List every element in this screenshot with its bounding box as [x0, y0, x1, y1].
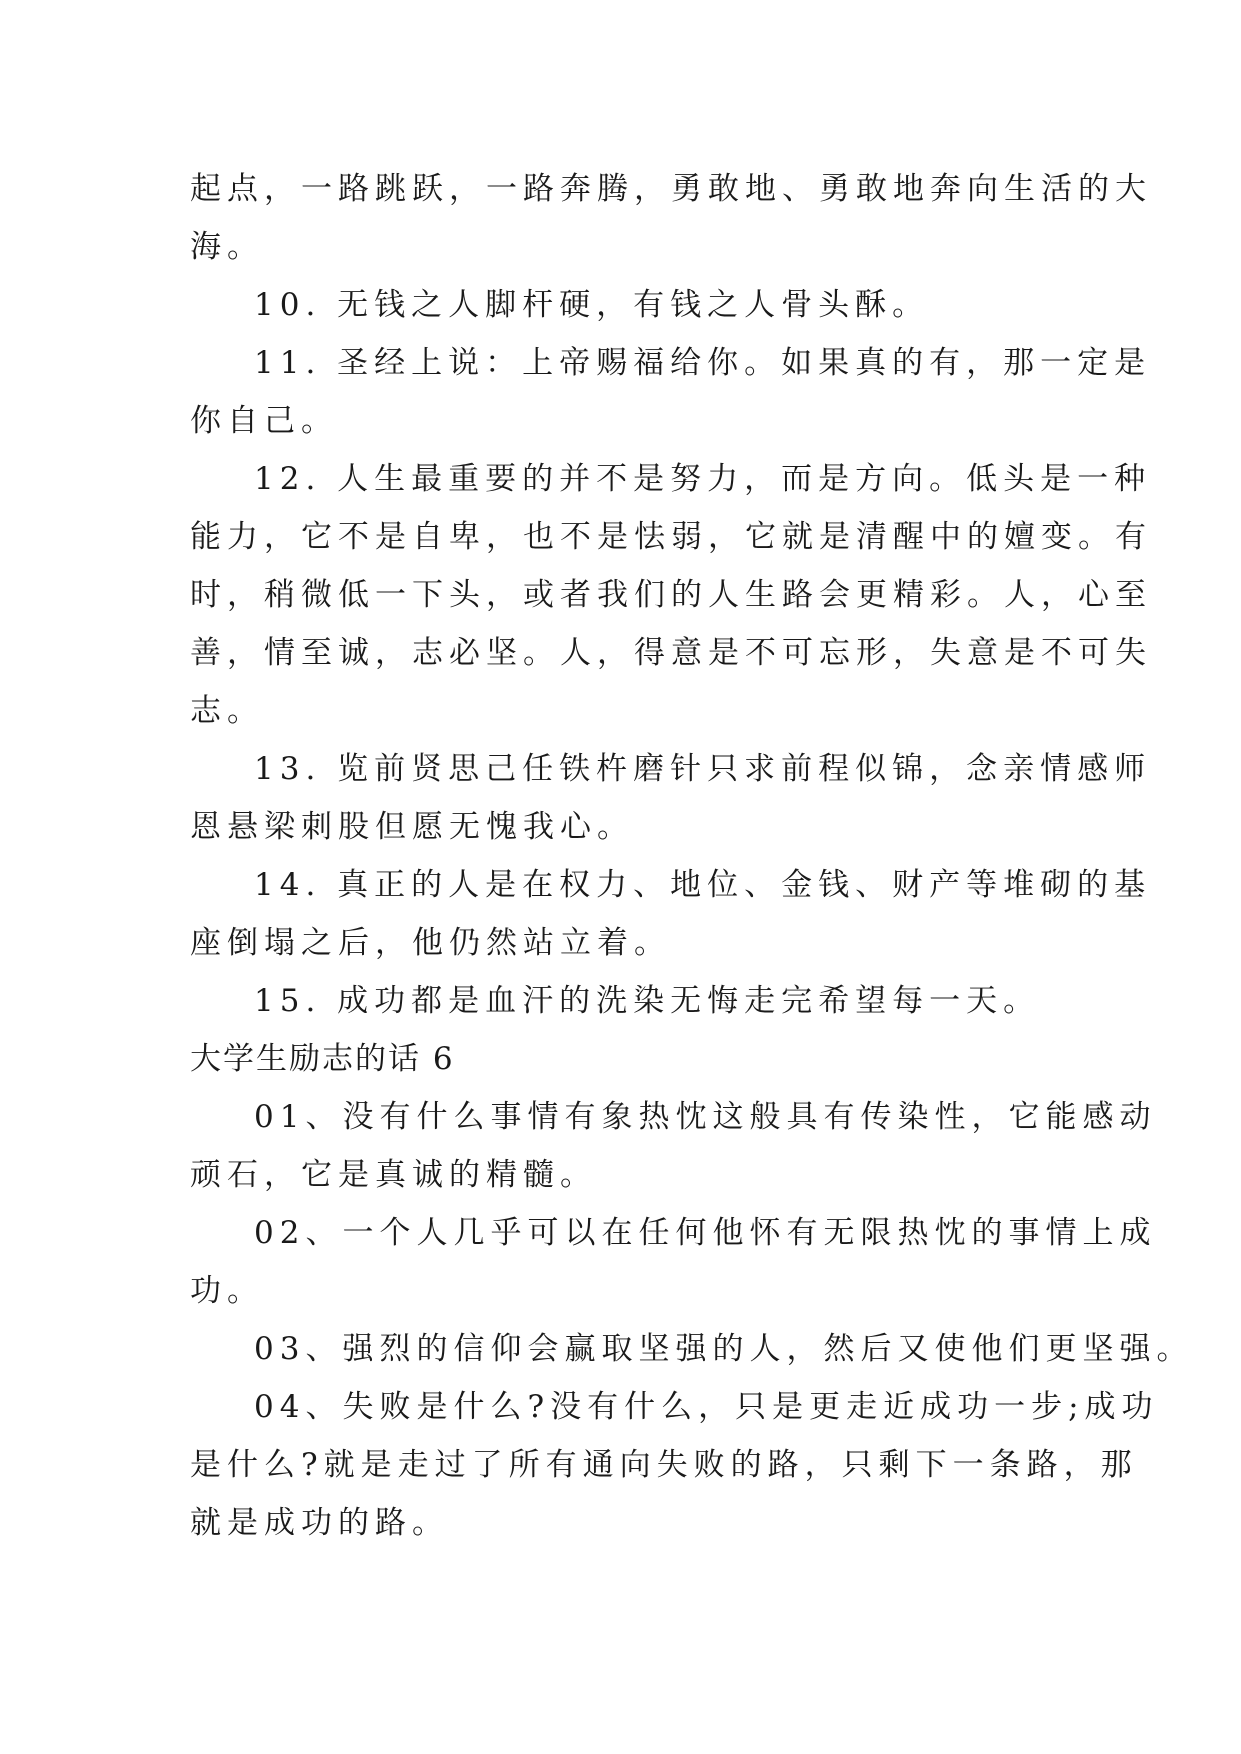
- text-line: 是什么?就是走过了所有通向失败的路，只剩下一条路，那: [190, 1447, 1138, 1483]
- text-line: 功。: [190, 1273, 264, 1309]
- text-line: 时，稍微低一下头，或者我们的人生路会更精彩。人，心至: [190, 577, 1152, 613]
- paragraph-9-continued: [190, 160, 1152, 276]
- text-line: 04、失败是什么?没有什么，只是更走近成功一步;成功: [254, 1389, 1159, 1425]
- text-line: 善，情至诚，志必坚。人，得意是不可忘形，失意是不可失: [190, 635, 1152, 671]
- paragraph-12: [190, 450, 1152, 740]
- text-line: 13. 览前贤思己任铁杵磨针只求前程似锦，念亲情感师: [254, 751, 1152, 787]
- document-page: [190, 160, 1194, 1552]
- text-line: 12. 人生最重要的并不是努力，而是方向。低头是一种: [254, 461, 1152, 497]
- text-line: 恩悬梁刺股但愿无愧我心。: [190, 809, 634, 845]
- text-line: 座倒塌之后，他仍然站立着。: [190, 925, 671, 961]
- paragraph-02: [190, 1204, 1157, 1320]
- text-line: 11. 圣经上说：上帝赐福给你。如果真的有，那一定是: [254, 345, 1152, 381]
- text-line: 02、一个人几乎可以在任何他怀有无限热忱的事情上成: [254, 1215, 1157, 1251]
- text-line: 志。: [190, 693, 264, 729]
- text-line: 03、强烈的信仰会赢取坚强的人，然后又使他们更坚强。: [254, 1331, 1194, 1367]
- text-line: 14. 真正的人是在权力、地位、金钱、财产等堆砌的基: [254, 867, 1152, 903]
- paragraph-01: [190, 1088, 1157, 1204]
- text-line: 起点，一路跳跃，一路奔腾，勇敢地、勇敢地奔向生活的大: [190, 171, 1152, 207]
- paragraph-14: [190, 856, 1152, 972]
- paragraph-15: [190, 972, 1050, 1030]
- text-line: 顽石，它是真诚的精髓。: [190, 1157, 597, 1193]
- paragraph-04: [190, 1378, 1159, 1552]
- text-line: 10. 无钱之人脚杆硬，有钱之人骨头酥。: [254, 287, 930, 323]
- paragraph-13: [190, 740, 1152, 856]
- text-line: 01、没有什么事情有象热忱这般具有传染性，它能感动: [254, 1099, 1157, 1135]
- section-heading: 大学生励志的话 6: [190, 1041, 455, 1077]
- paragraph-03: [190, 1320, 1194, 1378]
- text-line: 能力，它不是自卑，也不是怯弱，它就是清醒中的嬗变。有: [190, 519, 1152, 555]
- text-line: 你自己。: [190, 403, 338, 439]
- text-line: 就是成功的路。: [190, 1505, 449, 1541]
- text-line: 海。: [190, 229, 264, 265]
- paragraph-10: [190, 276, 1050, 334]
- paragraph-11: [190, 334, 1152, 450]
- text-line: 15. 成功都是血汗的洗染无悔走完希望每一天。: [254, 983, 1041, 1019]
